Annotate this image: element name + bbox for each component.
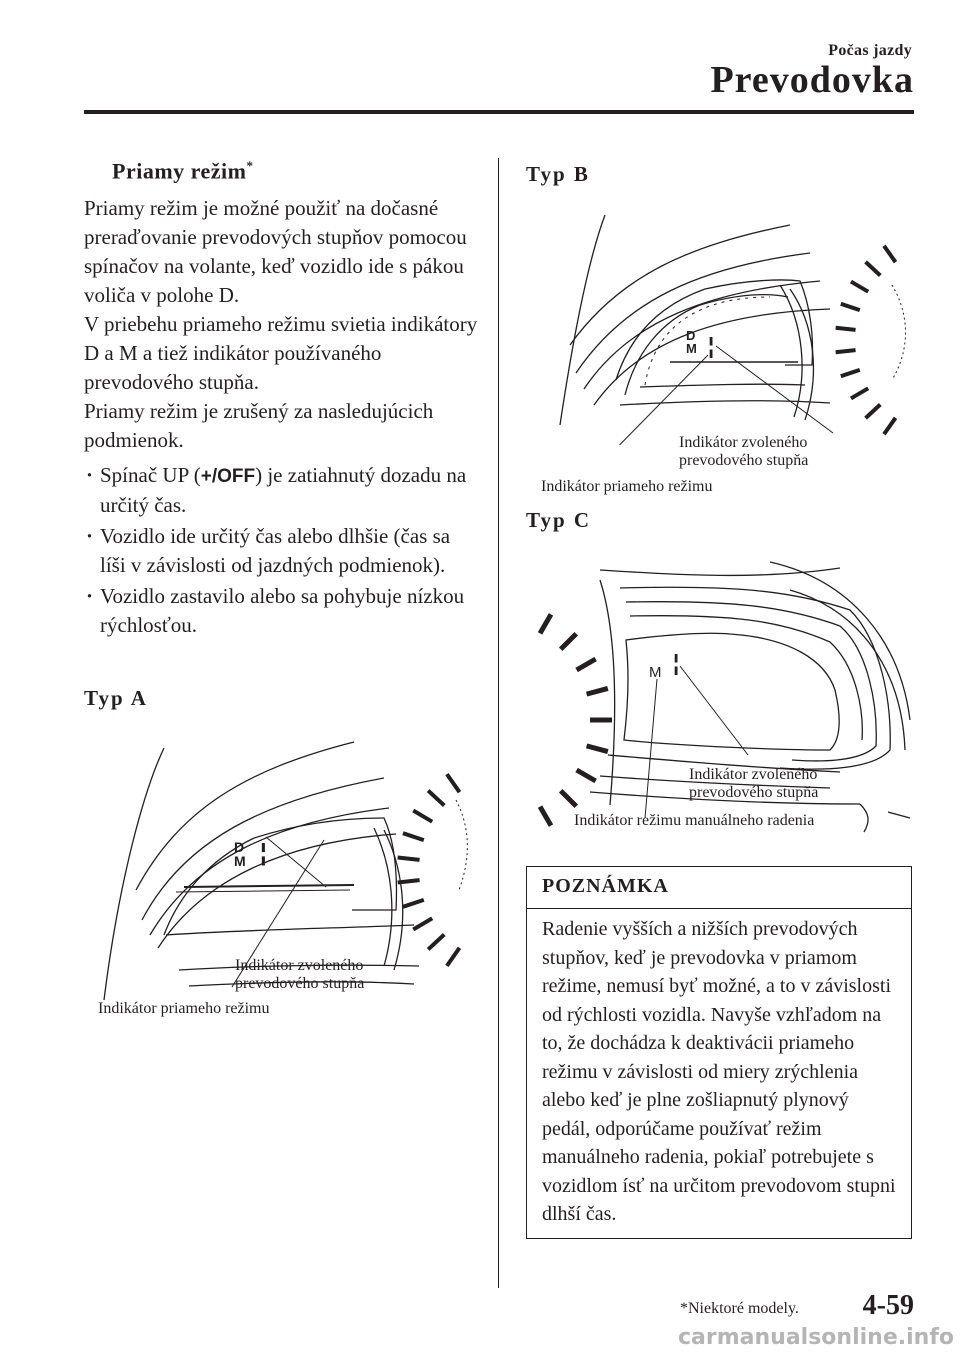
gauge-tick	[866, 405, 881, 419]
gauge-tick	[561, 791, 577, 807]
gauge-tick	[866, 262, 881, 276]
gauge-tick	[398, 880, 420, 882]
gauge-tick	[884, 246, 895, 262]
type-a-title: Typ A	[84, 686, 148, 710]
gauge-tick	[851, 388, 868, 398]
list-item: · Spínač UP (+/OFF) je zatiahnutý dozadu na určitý čas.	[84, 461, 479, 520]
paragraph-intro: Priamy režim je možné použiť na dočasné preraďovanie prevodových stupňov pomocou spínačov na volante, keď vozidlo ide s pákou voliča v polohe D.	[84, 196, 467, 308]
gauge-tick	[540, 614, 551, 633]
note-box	[526, 866, 912, 1239]
page-title: Prevodovka	[710, 59, 914, 101]
gauge-tick	[884, 418, 895, 434]
paragraph-indicators: V priebehu priameho režimu svietia indikátory D a M a tiež indikátor používaného prevodového stupňa.	[84, 312, 478, 395]
up-off-button-symbol: +/OFF	[200, 466, 256, 488]
list-item: · Vozidlo zastavilo alebo sa pohybuje nízkou rýchlosťou.	[84, 582, 479, 640]
column-divider	[498, 158, 499, 1288]
note-text: Radenie vyšších a nižších prevodových stupňov, keď je prevodovka v priamom režime, nemusí byť možné, a to v závislosti od rýchlosti vozidla. Navyše vzhľadom na to, že dochádza k deaktivácii priameho režimu v závislosti od miery zrýchlenia alebo keď je plne zošliapnutý plynový pedál, odporúčame používať režim manuálneho radenia, pokiaľ potrebujete s vozidlom ísť na určitom prevodovom stupni dlhší čas.	[542, 918, 896, 1225]
gauge-tick	[836, 328, 856, 330]
callout-manual-mode-c: Indikátor režimu manuálneho radenia	[574, 812, 815, 829]
gauge-tick	[561, 634, 577, 650]
gauge-tick	[447, 948, 460, 966]
gauge-tick	[841, 304, 860, 310]
callout-direct-mode-b: Indikátor priameho režimu	[541, 478, 713, 495]
gauge-tick	[851, 282, 868, 292]
paragraph-cancel: Priamy režim je zrušený za nasledujúcich podmienok.	[84, 399, 434, 453]
gauge-tick	[841, 370, 860, 376]
footnote-mark: *	[246, 158, 254, 173]
section-heading	[112, 158, 479, 184]
gauge-tick	[836, 350, 856, 352]
page-number: 4-59	[862, 1290, 914, 1321]
gear-digit-glyph: ¦	[708, 333, 715, 358]
section-heading-text: Priamy režim	[112, 158, 247, 184]
gauge-tick	[587, 746, 608, 752]
callout-gear-indicator-b: Indikátor zvoleného prevodového stupňa	[679, 434, 809, 469]
gauge-tick	[398, 858, 420, 860]
watermark: carmanualsonline.info	[678, 1325, 954, 1350]
gauge-tick	[577, 770, 596, 781]
gear-digit-glyph: ¦	[260, 839, 267, 866]
cancel-conditions-list	[84, 461, 479, 640]
callout-gear-indicator-a: Indikátor zvoleného prevodového stupňa	[235, 957, 365, 992]
display-m-mark: M	[649, 664, 662, 681]
note-heading: POZNÁMKA	[527, 867, 911, 909]
gauge-tick	[447, 774, 460, 792]
display-d-mark: D	[686, 328, 696, 343]
gauge-tick	[413, 918, 432, 929]
gauge-tick	[587, 688, 608, 694]
type-b-title: Typ B	[526, 162, 590, 186]
header-rule	[84, 110, 914, 114]
gauge-tick	[428, 791, 444, 806]
display-d-mark: D	[234, 839, 245, 855]
display-m-mark: M	[686, 341, 697, 356]
gauge-tick	[413, 811, 432, 822]
type-c-title: Typ C	[526, 508, 592, 532]
left-column	[84, 158, 479, 642]
section-header: Počas jazdy	[828, 42, 912, 59]
callout-direct-mode-a: Indikátor priameho režimu	[98, 1000, 270, 1017]
gauge-tick	[540, 807, 551, 826]
display-m-mark: M	[234, 853, 246, 869]
callout-gear-indicator-c: Indikátor zvoleného prevodového stupňa	[689, 766, 819, 801]
type-b-illustration	[530, 205, 915, 445]
footnote: *Niektoré modely.	[680, 1300, 799, 1317]
gear-digit-glyph: ¦	[673, 650, 680, 675]
gauge-tick	[428, 935, 444, 950]
list-item: · Vozidlo ide určitý čas alebo dlhšie (čas sa líši v závislosti od jazdných podmienok).	[84, 522, 479, 580]
gauge-tick	[403, 900, 424, 907]
gauge-tick	[577, 659, 596, 670]
gauge-tick	[403, 833, 424, 840]
